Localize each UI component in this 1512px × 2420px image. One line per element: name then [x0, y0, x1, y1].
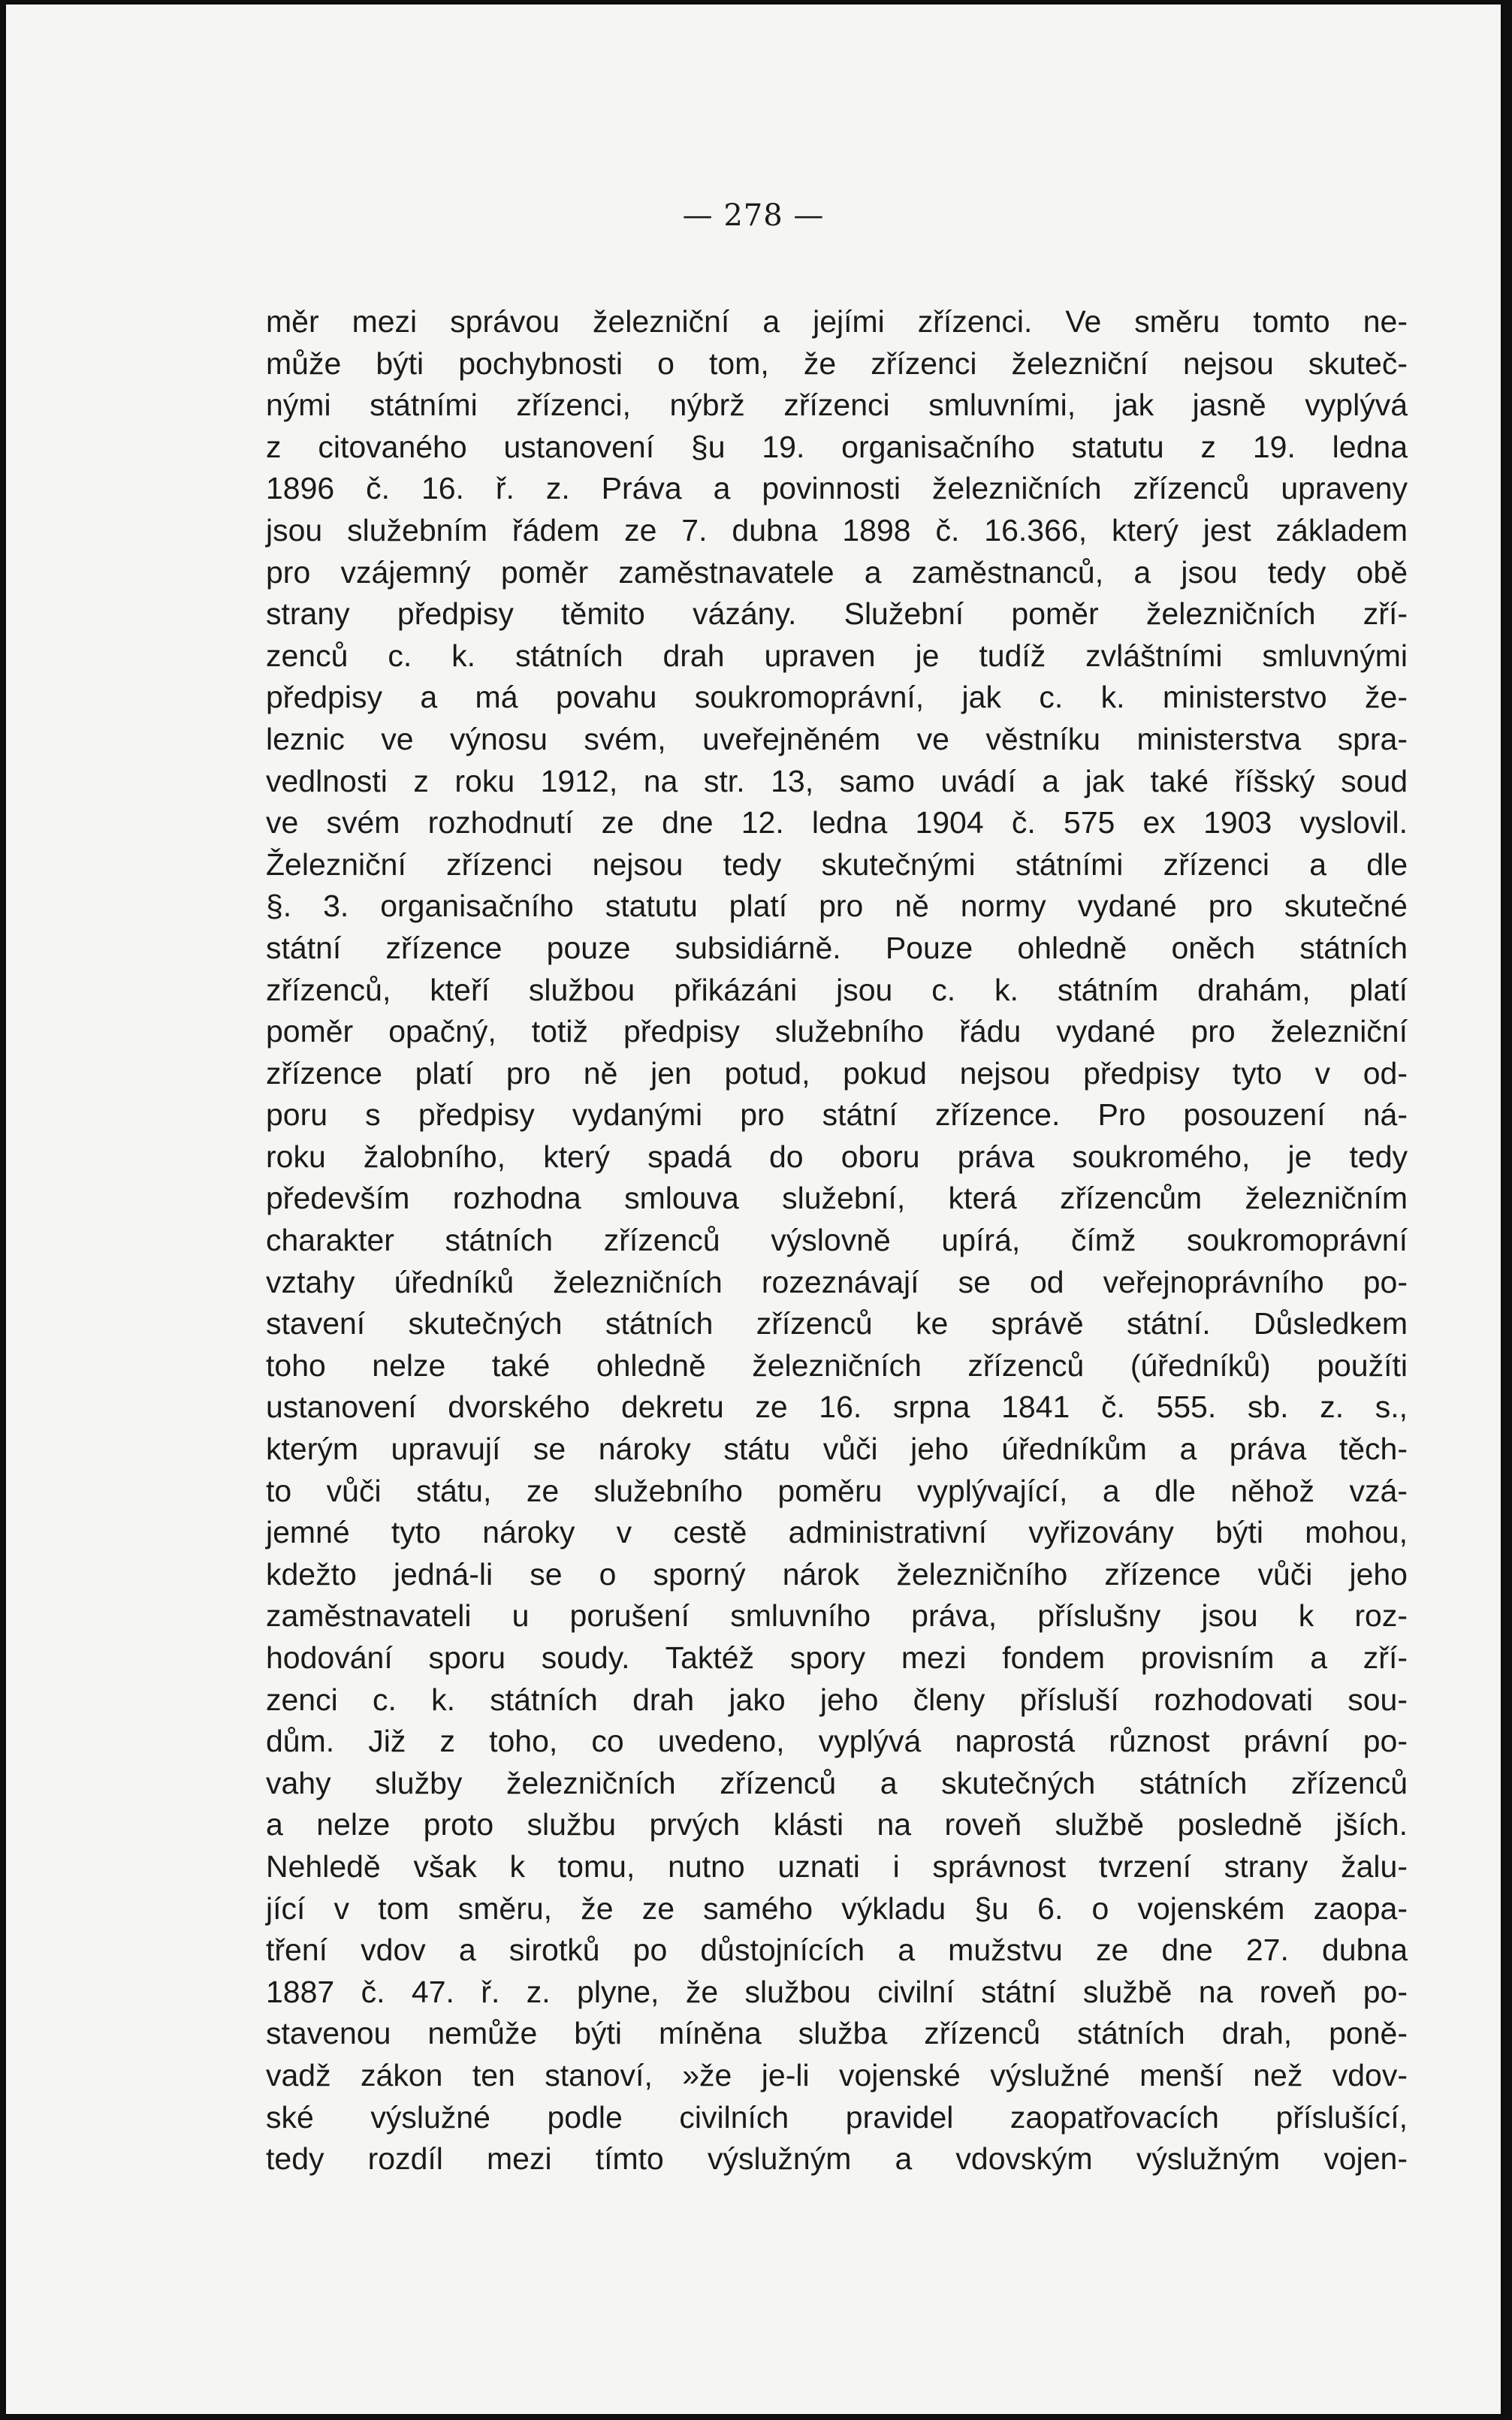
- text-line: 1887 č. 47. ř. z. plyne, že službou civilní státní službě na roveň po-: [266, 1974, 1408, 2009]
- text-line: poru s předpisy vydanými pro státní zřízence. Pro posouzení ná-: [266, 1097, 1408, 1133]
- text-line: zaměstnavateli u porušení smluvního práva, příslušny jsou k roz-: [266, 1598, 1408, 1634]
- text-line: ve svém rozhodnutí ze dne 12. ledna 1904 č. 575 ex 1903 vyslovil.: [266, 805, 1408, 840]
- text-line: vztahy úředníků železničních rozeznávají se od veřejnoprávního po-: [266, 1264, 1408, 1299]
- book-page: [6, 5, 1501, 2414]
- text-line: ustanovení dvorského dekretu ze 16. srpna 1841 č. 555. sb. z. s.,: [266, 1390, 1408, 1425]
- text-line: Železniční zřízenci nejsou tedy skutečnými státními zřízenci a dle: [266, 846, 1408, 882]
- text-line: kterým upravují se nároky státu vůči jeho úředníkům a práva těch-: [266, 1432, 1408, 1467]
- text-line: leznic ve výnosu svém, uveřejněném ve věstníku ministerstva spra-: [266, 721, 1408, 756]
- text-line: toho nelze také ohledně železničních zřízenců (úředníků) použíti: [266, 1347, 1408, 1383]
- text-line: zenci c. k. státních drah jako jeho členy přísluší rozhodovati sou-: [266, 1682, 1408, 1717]
- text-line: pro vzájemný poměr zaměstnavatele a zaměstnanců, a jsou tedy obě: [266, 554, 1408, 590]
- text-line: může býti pochybnosti o tom, že zřízenci železniční nejsou skuteč-: [266, 345, 1408, 381]
- text-line: hodování sporu soudy. Taktéž spory mezi fondem provisním a zří-: [266, 1640, 1408, 1675]
- text-line: jící v tom směru, že ze samého výkladu §u 6. o vojenském zaopa-: [266, 1890, 1408, 1926]
- text-line: 1896 č. 16. ř. z. Práva a povinnosti železničních zřízenců upraveny: [266, 471, 1408, 506]
- text-line: kdežto jedná-li se o sporný nárok železničního zřízence vůči jeho: [266, 1556, 1408, 1592]
- text-line: poměr opačný, totiž předpisy služebního řádu vydané pro železniční: [266, 1014, 1408, 1049]
- text-line: tedy rozdíl mezi tímto výslužným a vdovským výslužným vojen-: [266, 2141, 1408, 2177]
- text-line: strany předpisy těmito vázány. Služební poměr železničních zří-: [266, 596, 1408, 632]
- text-line: z citovaného ustanovení §u 19. organisačního statutu z 19. ledna: [266, 429, 1408, 464]
- text-line: stavení skutečných státních zřízenců ke správě státní. Důsledkem: [266, 1306, 1408, 1341]
- text-line: především rozhodna smlouva služební, která zřízencům železničním: [266, 1181, 1408, 1216]
- text-line: stavenou nemůže býti míněna služba zřízenců státních drah, poně-: [266, 2016, 1408, 2051]
- text-line: Nehledě však k tomu, nutno uznati i správnost tvrzení strany žalu-: [266, 1848, 1408, 1884]
- text-line: charakter státních zřízenců výslovně upírá, čímž soukromoprávní: [266, 1223, 1408, 1258]
- text-line: předpisy a má povahu soukromoprávní, jak c. k. ministerstvo že-: [266, 680, 1408, 715]
- text-line: §. 3. organisačního statutu platí pro ně normy vydané pro skutečné: [266, 889, 1408, 924]
- text-line: zřízenců, kteří službou přikázáni jsou c. k. státním drahám, platí: [266, 972, 1408, 1007]
- text-line: vahy služby železničních zřízenců a skutečných státních zřízenců: [266, 1765, 1408, 1800]
- page-number: — 278 —: [682, 198, 825, 233]
- text-line: jemné tyto nároky v cestě administrativní vyřizovány býti mohou,: [266, 1515, 1408, 1550]
- text-line: roku žalobního, který spadá do oboru práva soukromého, je tedy: [266, 1139, 1408, 1174]
- text-line: zenců c. k. státních drah upraven je tudíž zvláštními smluvnými: [266, 638, 1408, 673]
- text-line: tření vdov a sirotků po důstojnících a mužstvu ze dne 27. dubna: [266, 1933, 1408, 1968]
- text-line: státní zřízence pouze subsidiárně. Pouze ohledně oněch státních: [266, 930, 1408, 965]
- text-line: to vůči státu, ze služebního poměru vyplývající, a dle něhož vzá-: [266, 1473, 1408, 1508]
- text-line: vadž zákon ten stanoví, »že je-li vojenské výslužné menší než vdov-: [266, 2057, 1408, 2093]
- text-line: ské výslužné podle civilních pravidel zaopatřovacích příslušící,: [266, 2099, 1408, 2135]
- text-line: zřízence platí pro ně jen potud, pokud nejsou předpisy tyto v od-: [266, 1055, 1408, 1091]
- text-line: měr mezi správou železniční a jejími zřízenci. Ve směru tomto ne-: [266, 304, 1408, 339]
- body-text: [266, 301, 1408, 2180]
- text-line: dům. Již z toho, co uvedeno, vyplývá naprostá různost právní po-: [266, 1724, 1408, 1759]
- text-line: a nelze proto službu prvých klásti na roveň službě posledně jších.: [266, 1807, 1408, 1842]
- text-line: jsou služebním řádem ze 7. dubna 1898 č. 16.366, který jest základem: [266, 512, 1408, 548]
- text-line: vedlnosti z roku 1912, na str. 13, samo uvádí a jak také říšský soud: [266, 763, 1408, 798]
- text-line: nými státními zřízenci, nýbrž zřízenci smluvními, jak jasně vyplývá: [266, 388, 1408, 423]
